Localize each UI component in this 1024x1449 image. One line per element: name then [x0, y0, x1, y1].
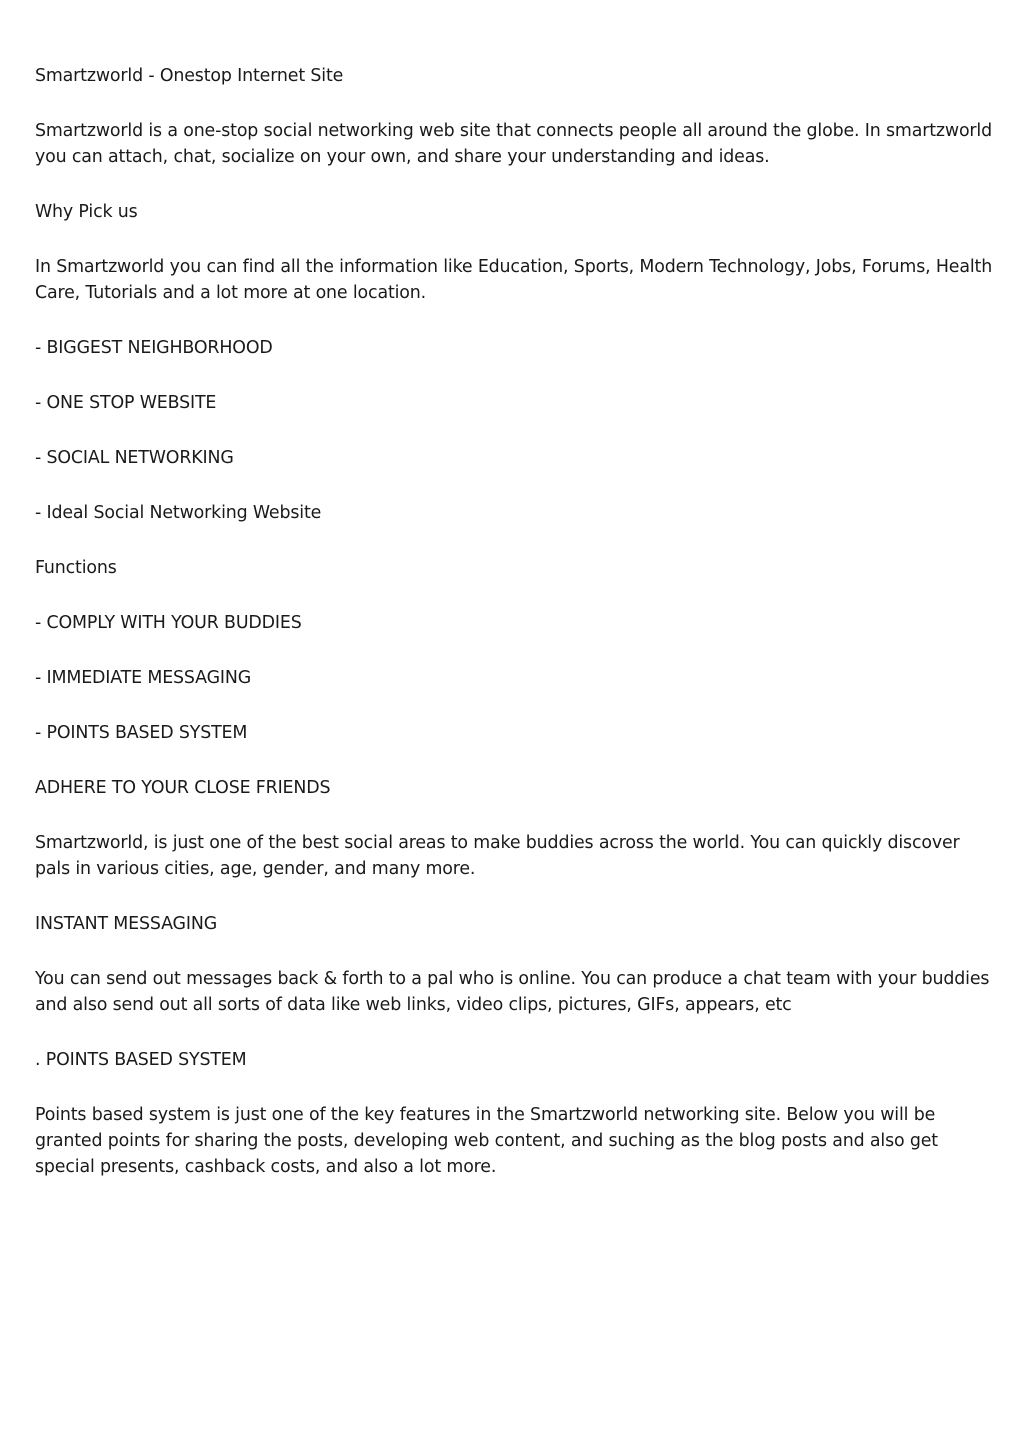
why-item-biggest-neighborhood: - BIGGEST NEIGHBORHOOD	[35, 338, 273, 358]
messaging-paragraph: You can send out messages back & forth to a pal who is online. You can produce a chat team with your buddies and also send out all sorts of data like web links, video clips, pictures, GIFs, appears, etc	[35, 969, 990, 1015]
functions-heading: Functions	[35, 558, 117, 578]
why-item-ideal-website: - Ideal Social Networking Website	[35, 503, 322, 523]
friends-paragraph: Smartzworld, is just one of the best social areas to make buddies across the world. You can quickly discover pals in various cities, age, gender, and many more.	[35, 833, 960, 879]
why-item-one-stop-website: - ONE STOP WEBSITE	[35, 393, 217, 413]
points-heading: . POINTS BASED SYSTEM	[35, 1050, 247, 1070]
document-title: Smartzworld - Onestop Internet Site	[35, 66, 344, 86]
function-item-messaging: - IMMEDIATE MESSAGING	[35, 668, 252, 688]
why-paragraph: In Smartzworld you can find all the information like Education, Sports, Modern Technology, Jobs, Forums, Health Care, Tutorials and a lot more at one location.	[35, 257, 993, 303]
function-item-points: - POINTS BASED SYSTEM	[35, 723, 248, 743]
document-body	[35, 63, 995, 1209]
messaging-heading: INSTANT MESSAGING	[35, 914, 218, 934]
intro-paragraph: Smartzworld is a one-stop social networking web site that connects people all around the globe. In smartzworld you can attach, chat, socialize on your own, and share your understanding and ideas.	[35, 121, 993, 167]
why-heading: Why Pick us	[35, 202, 138, 222]
points-paragraph: Points based system is just one of the key features in the Smartzworld networking site. Below you will be granted points for sharing the posts, developing web content, and suching as the blog posts and also get special presents, cashback costs, and also a lot more.	[35, 1105, 938, 1177]
function-item-buddies: - COMPLY WITH YOUR BUDDIES	[35, 613, 302, 633]
friends-heading: ADHERE TO YOUR CLOSE FRIENDS	[35, 778, 331, 798]
why-item-social-networking: - SOCIAL NETWORKING	[35, 448, 234, 468]
